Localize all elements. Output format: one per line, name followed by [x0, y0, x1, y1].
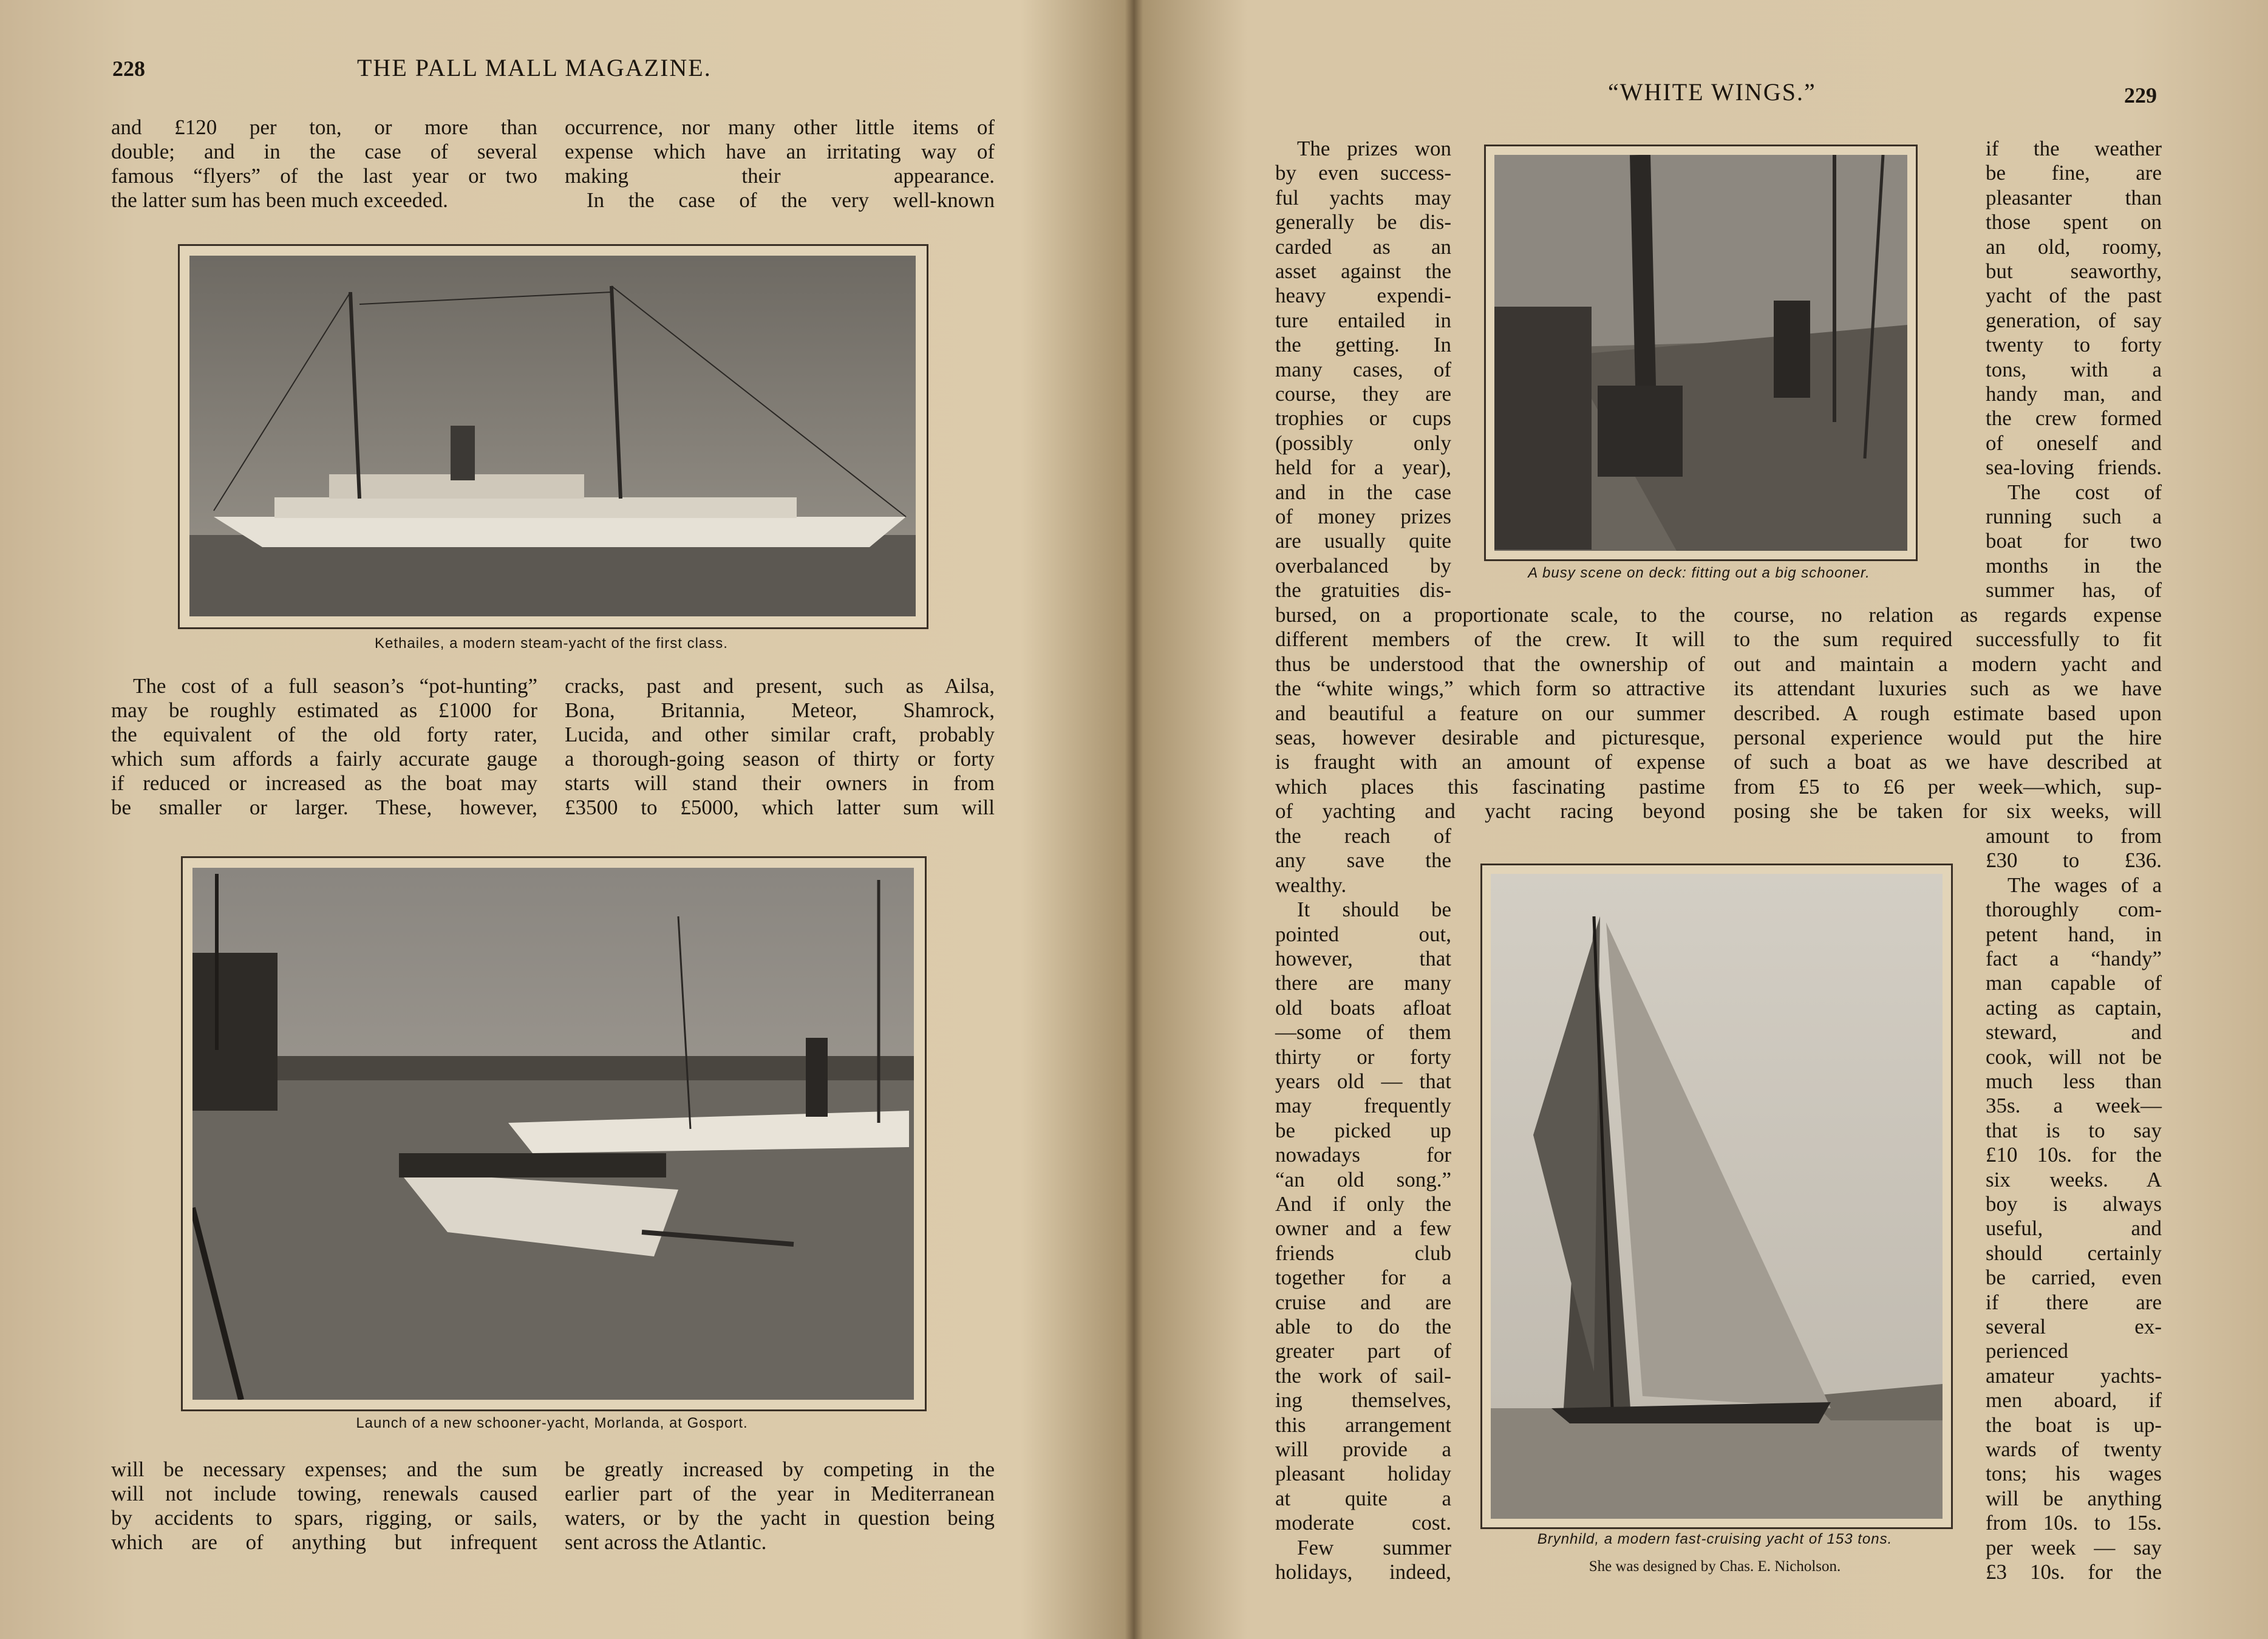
text-line: heavy expendi-: [1275, 284, 1451, 308]
text-line: if there are: [1986, 1290, 2162, 1314]
text-line: by accidents to spars, rigging, or sails,: [111, 1506, 537, 1530]
text-line: thus be understood that the ownership of: [1275, 652, 1705, 676]
text-line: twenty to forty: [1986, 333, 2162, 357]
text-line: ful yachts may: [1275, 185, 1451, 210]
text-line: Bona, Britannia, Meteor, Shamrock,: [565, 698, 995, 722]
text-line: be fine, are: [1986, 161, 2162, 185]
text-line: moderate cost.: [1275, 1511, 1451, 1535]
text-line: if reduced or increased as the boat may: [111, 771, 537, 795]
text-line: tons; his wages: [1986, 1462, 2162, 1486]
text-line: fact a “handy”: [1986, 947, 2162, 970]
text-line: months in the: [1986, 553, 2162, 578]
text-line: Few summer: [1297, 1535, 1451, 1559]
text-line: years old — that: [1275, 1069, 1451, 1093]
figure-frame: [1480, 864, 1953, 1529]
text-line: The cost of a full season’s “pot-hunting”: [133, 674, 537, 698]
text-line: yacht of the past: [1986, 284, 2162, 308]
text-line: many cases, of: [1275, 357, 1451, 381]
text-line: several ex-: [1986, 1315, 2162, 1338]
text-line: there are many: [1275, 971, 1451, 995]
figure-caption: Kethailes, a modern steam-yacht of the first class.: [375, 635, 728, 652]
text-line: ing themselves,: [1275, 1388, 1451, 1412]
text-line: seas, however desirable and picturesque,: [1275, 726, 1705, 749]
text-line: The wages of a: [2007, 873, 2162, 897]
text-line: running such a: [1986, 505, 2162, 528]
text-line: cracks, past and present, such as Ailsa,: [565, 674, 995, 698]
text-line: is fraught with an amount of expense: [1275, 750, 1705, 774]
text-line: to the sum required successfully to fit: [1734, 627, 2162, 652]
text-line: together for a: [1275, 1266, 1451, 1290]
text-line: may frequently: [1275, 1094, 1451, 1118]
text-line: a thorough-going season of thirty or forty: [565, 747, 995, 771]
figure-caption: Launch of a new schooner-yacht, Morlanda, at Gosport.: [356, 1415, 748, 1431]
text-line: be carried, even: [1986, 1266, 2162, 1290]
text-line: be smaller or larger. These, however,: [111, 796, 537, 819]
text-line: and £120 per ton, or more than: [111, 115, 537, 139]
text-line: the getting. In: [1275, 333, 1451, 357]
text-line: be picked up: [1275, 1118, 1451, 1142]
text-line: will be anything: [1986, 1486, 2162, 1510]
text-line: It should be: [1297, 898, 1451, 922]
text-line: the work of sail-: [1275, 1363, 1451, 1388]
text-line: which are of anything but infrequent: [111, 1530, 537, 1554]
text-line: £3500 to £5000, which latter sum will: [565, 796, 995, 819]
text-line: of yachting and yacht racing beyond: [1275, 799, 1705, 823]
text-line: sent across the Atlantic.: [565, 1530, 767, 1554]
text-line: but seaworthy,: [1986, 259, 2162, 283]
text-line: bursed, on a proportionate scale, to the: [1275, 603, 1705, 627]
figure-caption: A busy scene on deck: fitting out a big schooner.: [1528, 565, 1870, 581]
text-line: petent hand, in: [1986, 922, 2162, 946]
text-line: Lucida, and other similar craft, probably: [565, 723, 995, 746]
text-line: tons, with a: [1986, 357, 2162, 381]
text-line: much less than: [1986, 1069, 2162, 1093]
text-line: greater part of: [1275, 1339, 1451, 1363]
text-line: however, that: [1275, 947, 1451, 970]
text-line: carded as an: [1275, 234, 1451, 259]
text-line: at quite a: [1275, 1486, 1451, 1510]
text-line: (possibly only: [1275, 431, 1451, 455]
text-line: asset against the: [1275, 259, 1451, 283]
text-line: wealthy.: [1275, 873, 1347, 897]
text-line: acting as captain,: [1986, 995, 2162, 1020]
text-line: steward, and: [1986, 1020, 2162, 1044]
text-line: famous “flyers” of the last year or two: [111, 164, 537, 188]
text-line: waters, or by the yacht in question being: [565, 1506, 995, 1530]
text-line: making their appearance.: [565, 164, 995, 188]
text-line: useful, and: [1986, 1216, 2162, 1241]
text-line: will be necessary expenses; and the sum: [111, 1457, 537, 1481]
figure-frame: [181, 856, 927, 1411]
text-line: pointed out,: [1275, 922, 1451, 946]
text-line: ture entailed in: [1275, 308, 1451, 332]
text-line: different members of the crew. It will: [1275, 627, 1705, 652]
text-line: may be roughly estimated as £1000 for: [111, 698, 537, 722]
text-line: £3 10s. for the: [1986, 1560, 2162, 1584]
text-line: amateur yachts-: [1986, 1363, 2162, 1388]
text-line: £30 to £36.: [1986, 848, 2162, 873]
text-line: thirty or forty: [1275, 1044, 1451, 1069]
text-line: cook, will not be: [1986, 1044, 2162, 1069]
text-line: perienced: [1986, 1339, 2069, 1363]
text-line: its attendant luxuries such as we have: [1734, 676, 2162, 701]
text-line: the reach of: [1275, 824, 1451, 848]
photo-deck-scene: [1494, 155, 1907, 551]
text-line: from 10s. to 15s.: [1986, 1511, 2162, 1535]
text-line: are usually quite: [1275, 529, 1451, 553]
figure-caption: Brynhild, a modern fast-cruising yacht of 153 tons.: [1537, 1531, 1893, 1547]
text-line: of oneself and: [1986, 431, 2162, 455]
text-line: The cost of: [2007, 480, 2162, 504]
text-line: friends club: [1275, 1241, 1451, 1265]
photo-steam-yacht: [189, 256, 916, 616]
text-line: of such a boat as we have described at: [1734, 750, 2162, 774]
text-line: posing she be taken for six weeks, will: [1734, 799, 2162, 823]
text-line: starts will stand their owners in from: [565, 771, 995, 795]
text-line: should certainly: [1986, 1241, 2162, 1265]
text-line: man capable of: [1986, 971, 2162, 995]
text-line: thoroughly com-: [1986, 898, 2162, 922]
text-line: any save the: [1275, 848, 1451, 873]
text-line: per week — say: [1986, 1535, 2162, 1559]
text-line: The prizes won: [1297, 137, 1451, 160]
text-line: course, they are: [1275, 382, 1451, 406]
text-line: which places this fascinating pastime: [1275, 774, 1705, 799]
running-head-right: “WHITE WINGS.”: [1608, 78, 1816, 106]
text-line: personal experience would put the hire: [1734, 726, 2162, 749]
text-line: held for a year),: [1275, 455, 1451, 480]
text-line: cruise and are: [1275, 1290, 1451, 1314]
text-line: And if only the: [1275, 1192, 1451, 1216]
text-line: boat for two: [1986, 529, 2162, 553]
text-line: men aboard, if: [1986, 1388, 2162, 1412]
text-line: 35s. a week—: [1986, 1094, 2162, 1118]
page-number-left: 228: [112, 56, 145, 81]
text-line: of money prizes: [1275, 505, 1451, 528]
figure-credit: She was designed by Chas. E. Nicholson.: [1589, 1558, 1841, 1575]
text-line: course, no relation as regards expense: [1734, 603, 2162, 627]
text-line: holidays, indeed,: [1275, 1560, 1451, 1584]
text-line: double; and in the case of several: [111, 140, 537, 163]
page-number-right: 229: [2124, 83, 2157, 107]
text-line: handy man, and: [1986, 382, 2162, 406]
text-line: amount to from: [1986, 824, 2162, 848]
text-line: will provide a: [1275, 1437, 1451, 1461]
text-line: the boat is up-: [1986, 1412, 2162, 1437]
text-line: generally be dis-: [1275, 210, 1451, 234]
text-line: occurrence, nor many other little items of: [565, 115, 995, 139]
text-line: overbalanced by: [1275, 553, 1451, 578]
photo-brynhild-yacht: [1491, 874, 1943, 1519]
text-line: old boats afloat: [1275, 995, 1451, 1020]
text-line: which sum affords a fairly accurate gauge: [111, 747, 537, 771]
running-head-left: THE PALL MALL MAGAZINE.: [357, 54, 712, 81]
text-line: nowadays for: [1275, 1143, 1451, 1167]
text-line: pleasanter than: [1986, 185, 2162, 210]
text-line: pleasant holiday: [1275, 1462, 1451, 1486]
text-line: those spent on: [1986, 210, 2162, 234]
text-line: —some of them: [1275, 1020, 1451, 1044]
text-line: generation, of say: [1986, 308, 2162, 332]
text-line: the crew formed: [1986, 406, 2162, 431]
text-line: by even success-: [1275, 161, 1451, 185]
text-line: earlier part of the year in Mediterranean: [565, 1482, 995, 1505]
text-line: out and maintain a modern yacht and: [1734, 652, 2162, 676]
text-line: the latter sum has been much exceeded.: [111, 188, 448, 212]
text-line: In the case of the very well-known: [587, 188, 995, 212]
text-line: able to do the: [1275, 1315, 1451, 1338]
text-line: this arrangement: [1275, 1412, 1451, 1437]
text-line: that is to say: [1986, 1118, 2162, 1142]
text-line: sea-loving friends.: [1986, 455, 2162, 480]
figure-frame: [1484, 145, 1918, 561]
figure-frame: [178, 244, 928, 629]
text-line: six weeks. A: [1986, 1167, 2162, 1191]
text-line: expense which have an irritating way of: [565, 140, 995, 163]
text-line: the equivalent of the old forty rater,: [111, 723, 537, 746]
text-line: described. A rough estimate based upon: [1734, 701, 2162, 725]
text-line: if the weather: [1986, 137, 2162, 160]
text-line: and in the case: [1275, 480, 1451, 504]
text-line: an old, roomy,: [1986, 234, 2162, 259]
text-line: be greatly increased by competing in the: [565, 1457, 995, 1481]
text-line: wards of twenty: [1986, 1437, 2162, 1461]
photo-schooner-launch: [192, 868, 914, 1400]
text-line: “an old song.”: [1275, 1167, 1451, 1191]
text-line: summer has, of: [1986, 578, 2162, 602]
text-line: boy is always: [1986, 1192, 2162, 1216]
text-line: will not include towing, renewals caused: [111, 1482, 537, 1505]
text-line: from £5 to £6 per week—which, sup-: [1734, 774, 2162, 799]
text-line: owner and a few: [1275, 1216, 1451, 1241]
text-line: the gratuities dis-: [1275, 578, 1451, 602]
text-line: £10 10s. for the: [1986, 1143, 2162, 1167]
text-line: trophies or cups: [1275, 406, 1451, 431]
text-line: the “white wings,” which form so attractive: [1275, 676, 1705, 701]
text-line: and beautiful a feature on our summer: [1275, 701, 1705, 725]
